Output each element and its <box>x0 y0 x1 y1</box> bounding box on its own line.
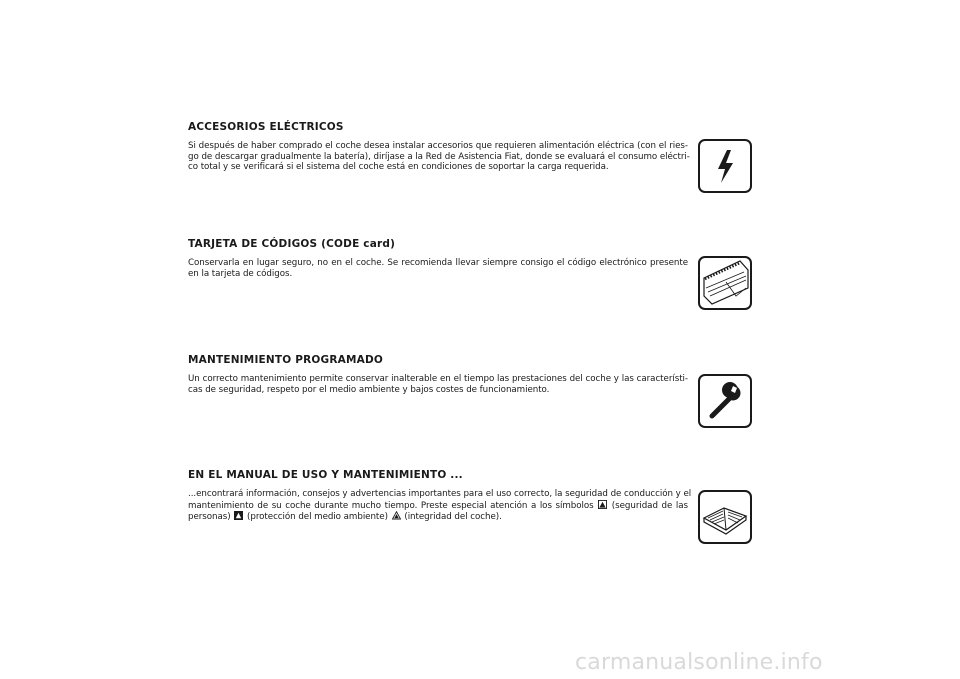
body-line <box>188 511 688 523</box>
section-heading: MANTENIMIENTO PROGRAMADO <box>188 354 384 366</box>
section-heading: ACCESORIOS ELÉCTRICOS <box>188 121 344 133</box>
body-line: Si después de haber comprado el coche desea instalar accesorios que requieren alimentación eléctrica (con el ries- <box>188 141 688 151</box>
body-text-segment: (protección del medio ambiente) <box>247 512 388 523</box>
section-body <box>188 489 692 523</box>
code-card-icon <box>698 256 752 310</box>
watermark: carmanualsonline.info <box>575 650 823 675</box>
body-line: cas de seguridad, respeto por el medio ambiente y bajos costes de funcionamiento. <box>188 384 550 395</box>
body-line: Un correcto mantenimiento permite conservar inalterable en el tiempo las prestaciones del coche y las característi- <box>188 374 688 384</box>
section-code-card <box>188 238 688 279</box>
person-safety-icon <box>598 500 607 509</box>
section-body <box>188 258 688 279</box>
body-line: Conservarla en lugar seguro, no en el coche. Se recomienda llevar siempre consigo el código electrónico presente <box>188 258 688 268</box>
body-text-segment: personas) <box>188 512 231 523</box>
section-manual <box>188 469 692 523</box>
car-integrity-icon <box>392 511 401 520</box>
lightning-bolt-icon <box>698 139 752 193</box>
open-book-icon <box>698 490 752 544</box>
body-text-segment: mantenimiento de su coche durante mucho tiempo. Preste especial atención a los símbolos <box>188 500 594 511</box>
section-body <box>188 374 688 395</box>
body-line <box>188 500 688 512</box>
body-text-segment: (seguridad de las <box>611 500 688 511</box>
section-heading: EN EL MANUAL DE USO Y MANTENIMIENTO ... <box>188 469 463 481</box>
section-accesorios <box>188 121 688 173</box>
environment-icon <box>234 511 243 520</box>
body-line: go de descargar gradualmente la batería), diríjase a la Red de Asistencia Fiat, donde se evaluará el consumo eléctri- <box>188 151 690 162</box>
body-line: ...encontrará información, consejos y advertencias importantes para el uso correcto, la seguridad de conducción y el <box>188 489 692 499</box>
section-mantenimiento <box>188 354 688 395</box>
wrench-icon <box>698 374 752 428</box>
section-heading: TARJETA DE CÓDIGOS (CODE card) <box>188 238 396 250</box>
body-line: en la tarjeta de códigos. <box>188 268 293 279</box>
body-text-segment: (integridad del coche). <box>404 512 502 523</box>
body-line: co total y se verificará si el sistema del coche está en condiciones de soportar la carga requerida. <box>188 162 609 173</box>
section-body <box>188 141 688 173</box>
